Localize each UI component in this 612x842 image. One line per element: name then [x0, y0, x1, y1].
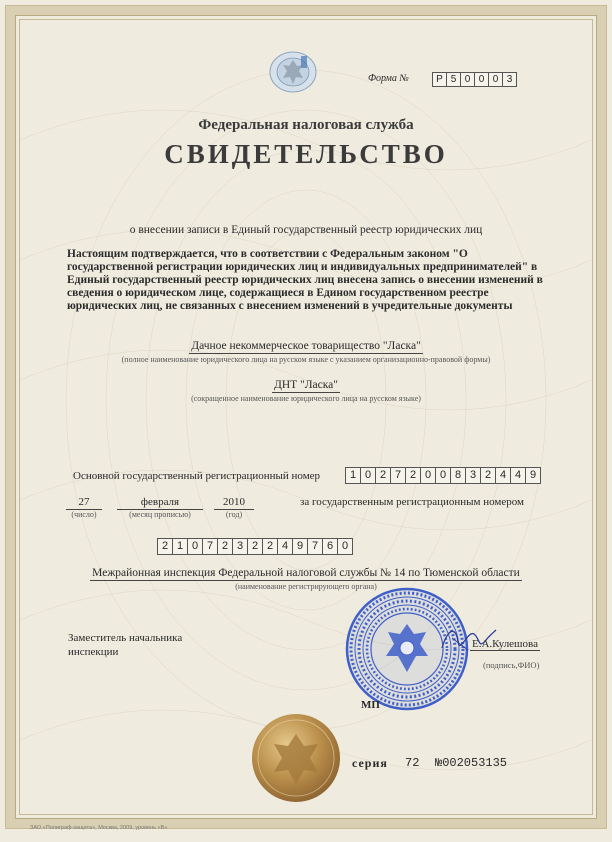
- grn-digit: 7: [202, 538, 218, 555]
- ogrn-boxes: [346, 467, 541, 484]
- grn-digit: 6: [322, 538, 338, 555]
- grn-digit: 2: [247, 538, 263, 555]
- ogrn-digit: 2: [405, 467, 421, 484]
- series-label: серия: [352, 756, 388, 770]
- date-year-caption: (год): [225, 510, 243, 519]
- ogrn-digit: 1: [345, 467, 361, 484]
- serial-number: №002053135: [435, 756, 508, 770]
- signature-caption: (подпись,ФИО): [483, 660, 540, 670]
- authority-title: Федеральная налоговая служба: [198, 117, 414, 133]
- date-month-block: [117, 496, 203, 519]
- gold-hologram-seal-icon: [250, 712, 342, 804]
- series-number: 72: [405, 756, 420, 770]
- ogrn-digit: 8: [450, 467, 466, 484]
- full-name-line: [0, 340, 612, 354]
- issuer-name: Межрайонная инспекция Федеральной налоговой службы № 14 по Тюменской области: [92, 567, 520, 579]
- ogrn-digit: 0: [435, 467, 451, 484]
- form-code-cell: 5: [446, 72, 461, 87]
- form-label: Форма №: [368, 73, 409, 84]
- form-code-cell: 0: [488, 72, 503, 87]
- date-month-caption: (месяц прописью): [129, 510, 191, 519]
- ogrn-digit: 7: [390, 467, 406, 484]
- signer-position: [68, 631, 182, 659]
- grn-digit: 3: [232, 538, 248, 555]
- grn-boxes: [158, 538, 353, 555]
- document-subtitle: о внесении записи в Единый государственный реестр юридических лиц: [129, 224, 483, 236]
- signer-position-line2: инспекции: [68, 646, 119, 658]
- grn-digit: 0: [337, 538, 353, 555]
- grn-digit: 9: [292, 538, 308, 555]
- signer-name: Е.А.Кулешова: [472, 638, 538, 650]
- full-name-caption: (полное наименование юридического лица на русском языке с указанием организационно-правовой формы): [121, 355, 491, 364]
- ogrn-digit: 4: [510, 467, 526, 484]
- ogrn-digit: 3: [465, 467, 481, 484]
- full-name: Дачное некоммерческое товарищество "Ласка": [191, 340, 421, 352]
- grn-digit: 2: [217, 538, 233, 555]
- form-code-cell: Р: [432, 72, 447, 87]
- ogrn-digit: 0: [360, 467, 376, 484]
- grn-label: за государственным регистрационным номером: [300, 496, 524, 508]
- form-code-cell: 3: [502, 72, 517, 87]
- mp-label: МП: [361, 699, 380, 711]
- date-year: 2010: [214, 496, 254, 510]
- date-month: февраля: [117, 496, 203, 510]
- grn-digit: 0: [187, 538, 203, 555]
- grn-digit: 4: [277, 538, 293, 555]
- signer-position-line1: Заместитель начальника: [68, 632, 183, 644]
- form-code-cell: 0: [474, 72, 489, 87]
- ogrn-digit: 2: [375, 467, 391, 484]
- issuer-line: [0, 567, 612, 581]
- grn-digit: 7: [307, 538, 323, 555]
- ogrn-digit: 4: [495, 467, 511, 484]
- fns-emblem-icon: [268, 50, 318, 94]
- grn-digit: 2: [262, 538, 278, 555]
- grn-digit: 1: [172, 538, 188, 555]
- issuer-caption: (наименование регистрирующего органа): [235, 582, 377, 591]
- form-code-boxes: [433, 72, 517, 87]
- printer-imprint: ЗАО «Полиграф-защита», Москва, 2009, уровень «В»: [30, 825, 168, 831]
- ogrn-label: Основной государственный регистрационный номер: [73, 470, 321, 482]
- date-year-block: [214, 496, 254, 519]
- short-name-caption: (сокращенное наименование юридического лица на русском языке): [191, 394, 421, 403]
- ogrn-digit: 2: [480, 467, 496, 484]
- document-title: СВИДЕТЕЛЬСТВО: [164, 139, 448, 169]
- ogrn-digit: 0: [420, 467, 436, 484]
- date-day-caption: (число): [71, 510, 97, 519]
- short-name: ДНТ "Ласка": [274, 379, 338, 391]
- date-day-block: [66, 496, 102, 519]
- form-code-cell: 0: [460, 72, 475, 87]
- statement-text: Настоящим подтверждается, что в соответствии с Федеральным законом "О государственной регистрации юридических лиц и индивидуальных предпринимателей" в Единый государственный реестр юридических лиц внесена запись о внесении изменений в сведения о юридическом лице, содержащиеся в Едином государственном реестре юридических лиц, не связанных с внесением изменений в учредительные документы: [67, 248, 543, 312]
- date-day: 27: [66, 496, 102, 510]
- short-name-line: [0, 379, 612, 393]
- grn-digit: 2: [157, 538, 173, 555]
- ogrn-digit: 9: [525, 467, 541, 484]
